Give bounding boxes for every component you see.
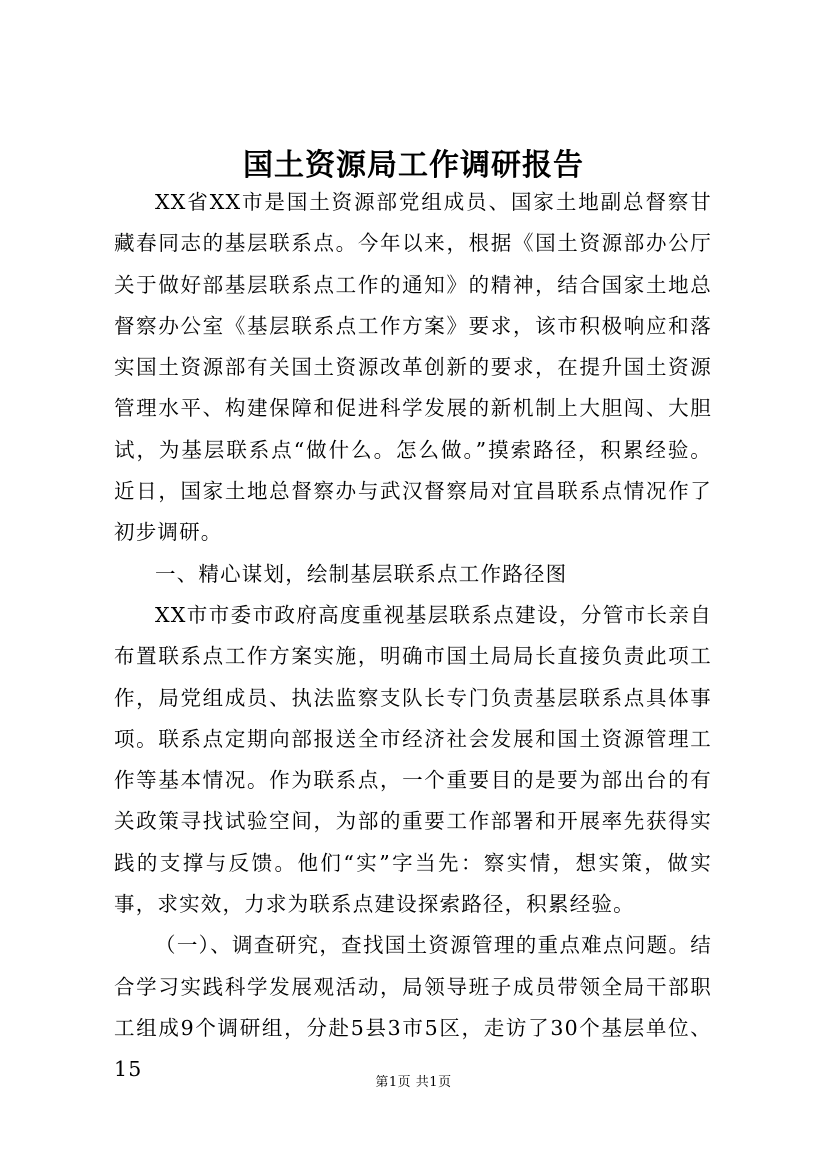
page-footer: 第1页 共1页 [375,1075,452,1090]
section-heading-1: 一、精心谋划，绘制基层联系点工作路径图 [155,561,568,586]
document-title: 国土资源局工作调研报告 [243,148,584,183]
paragraph-intro: XX省XX市是国土资源部党组成员、国家土地副总督察甘藏春同志的基层联系点。今年以来，根据《国土资源部办公厅关于做好部基层联系点工作的通知》的精神，结合国家土地总督察办公室《基层联系点工作方案》要求，该市积极响应和落实国土资源部有关国土资源改革创新的要求，在提升国土资源管理水平、构建保障和促进科学发展的新机制上大胆闯、大胆试，为基层联系点“做什么。怎么做。”摸索路径，积累经验。近日，国家土地总督察办与武汉督察局对宜昌联系点情况作了初步调研。 [114,190,712,545]
paragraph-section-1: XX市市委市政府高度重视基层联系点建设，分管市长亲自布置联系点工作方案实施，明确市国土局局长直接负责此项工作，局党组成员、执法监察支队长专门负责基层联系点具体事项。联系点定期向部报送全市经济社会发展和国土资源管理工作等基本情况。作为联系点，一个重要目的是要为部出台的有关政策寻找试验空间，为部的重要工作部署和开展率先获得实践的支撑与反馈。他们“实”字当先：察实情，想实策，做实事，求实效，力求为联系点建设探索路径，积累经验。 [114,602,712,917]
document-body [114,182,712,1091]
paragraph-subsection-1: （一）、调查研究，查找国土资源管理的重点难点问题。结合学习实践科学发展观活动，局领导班子成员带领全局干部职工组成9个调研组，分赴5县3市5区，走访了30个基层单位、15 [114,933,712,1082]
